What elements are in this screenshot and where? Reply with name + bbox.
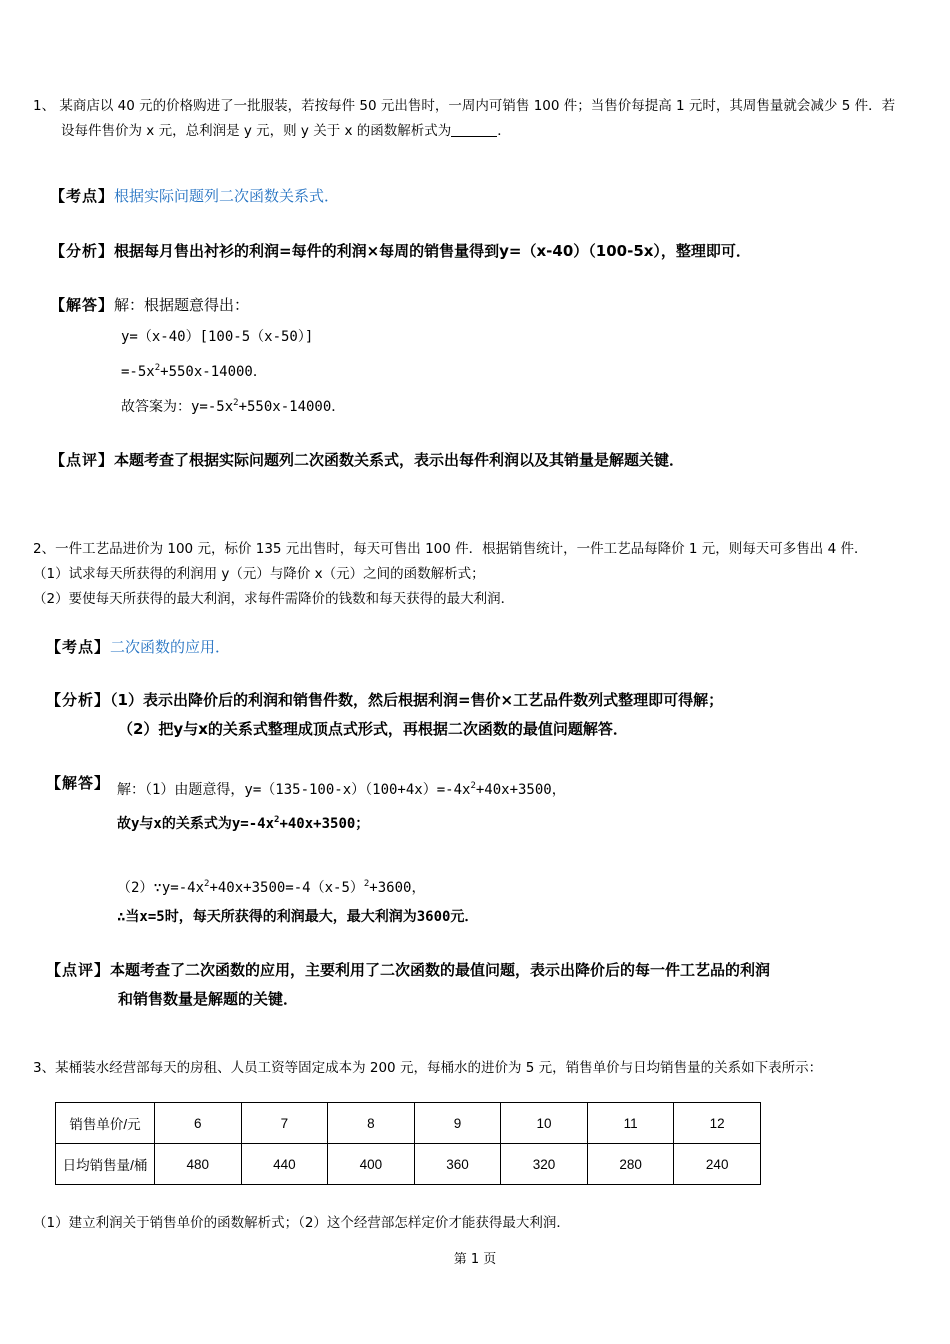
q2-kaodian [46, 636, 230, 658]
dianping-label: 【点评】 [46, 961, 111, 979]
table-cell: 240 [674, 1144, 761, 1185]
q2-sol1-sup: 2 [470, 781, 476, 791]
q2-sol1 [117, 779, 566, 799]
q1-eq2-sup: 2 [154, 363, 161, 373]
table-cell: 7 [241, 1103, 328, 1144]
table-cell: 10 [501, 1103, 588, 1144]
q2-fenxi-2: （2）把y与x的关系式整理成顶点式形式，再根据二次函数的最值问题解答． [118, 720, 628, 738]
dianping-text-1: 本题考查了二次函数的应用，主要利用了二次函数的最值问题，表示出降价后的每一件工艺品的利润 [110, 961, 771, 979]
q1-eq3-sup: 2 [233, 398, 239, 408]
q1-eq3-a: 故答案为：y=-5x [121, 399, 234, 415]
q2-sol2 [117, 813, 369, 833]
q2-sol3-sup: 2 [204, 879, 210, 889]
q2-line2: （1）试求每天所获得的利润用 y（元）与降价 x（元）之间的函数解析式； [33, 566, 485, 582]
table-row [56, 1144, 761, 1185]
table-row-header: 销售单价/元 [56, 1103, 155, 1144]
jieda-label: 【解答】 [50, 296, 115, 314]
q2-dianping [46, 959, 770, 981]
q2-line3: （2）要使每天所获得的最大利润，求每件需降价的钱数和每天获得的最大利润． [33, 591, 515, 607]
q2-sol1-b: +40x+3500， [475, 782, 566, 798]
dianping-label: 【点评】 [50, 451, 115, 469]
kaodian-label: 【考点】 [46, 638, 111, 656]
q2-sol3 [117, 877, 425, 897]
q2-sol2-a: 故y与x的关系式为y=-4x [117, 816, 275, 832]
q1-line2-text: 设每件售价为 x 元，总利润是 y 元，则 y 关于 x 的函数解析式为 [61, 123, 452, 139]
q1-line2 [61, 120, 511, 142]
fenxi-text: 根据每月售出衬衫的利润=每件的利润×每周的销售量得到y=（x-40）（100-5x），整理即可． [114, 242, 751, 260]
fenxi-text-1: （1）表示出降价后的利润和销售件数，然后根据利润=售价×工艺品件数列式整理即可得解； [110, 691, 724, 709]
q2-sol3-b: +40x+3500=-4（x-5） [209, 880, 364, 896]
q2-sol3-c: +3600， [369, 880, 426, 896]
q1-eq3 [121, 396, 345, 416]
dianping-text: 本题考查了根据实际问题列二次函数关系式，表示出每件利润以及其销量是解题关键． [114, 451, 685, 469]
kaodian-label: 【考点】 [50, 187, 115, 205]
q2-line1: 2、一件工艺品进价为 100 元，标价 135 元出售时，每天可售出 100 件．根据销售统计，一件工艺品每降价 1 元，则每天可多售出 4 件． [33, 541, 868, 557]
table-row [56, 1103, 761, 1144]
table-row-header: 日均销售量/桶 [56, 1144, 155, 1185]
q2-sol2-sup: 2 [274, 815, 280, 825]
table-cell: 400 [328, 1144, 415, 1185]
q1-eq2 [121, 361, 267, 381]
q1-eq3-b: +550x-14000． [238, 399, 346, 415]
table-cell: 280 [587, 1144, 674, 1185]
q2-sol4: ∴当x=5时，每天所获得的利润最大，最大利润为3600元． [117, 909, 479, 925]
answer-blank [451, 124, 497, 137]
table-cell: 320 [501, 1144, 588, 1185]
table-cell: 360 [414, 1144, 501, 1185]
q1-eq2-b: +550x-14000． [160, 364, 267, 380]
fenxi-label: 【分析】 [46, 691, 111, 709]
q2-sol3-sup2: 2 [363, 879, 370, 889]
q3-line2: （1）建立利润关于销售单价的函数解析式；（2）这个经营部怎样定价才能获得最大利润． [33, 1215, 570, 1231]
q1-eq1: y=（x-40）[100-5（x-50）] [121, 329, 314, 345]
q2-fenxi [46, 689, 723, 711]
kaodian-text: 根据实际问题列二次函数关系式． [114, 187, 340, 205]
table-cell: 11 [587, 1103, 674, 1144]
q2-sol3-a: （2）∵y=-4x [117, 880, 205, 896]
q3-line1: 3、某桶装水经营部每天的房租、人员工资等固定成本为 200 元，每桶水的进价为 5 元，销售单价与日均销售量的关系如下表所示： [33, 1060, 823, 1076]
q2-sol2-b: +40x+3500； [279, 816, 370, 832]
table-cell: 440 [241, 1144, 328, 1185]
table-cell: 9 [414, 1103, 501, 1144]
kaodian-text: 二次函数的应用． [110, 638, 231, 656]
q2-jieda-label: 【解答】 [46, 774, 111, 792]
table-cell: 8 [328, 1103, 415, 1144]
q1-line2-end: ． [497, 123, 511, 139]
table-cell: 12 [674, 1103, 761, 1144]
fenxi-label: 【分析】 [50, 242, 115, 260]
q1-kaodian [50, 185, 339, 207]
page-footer: 第 1 页 [453, 1252, 497, 1267]
q2-dianping-2: 和销售数量是解题的关键． [118, 990, 299, 1008]
jieda-intro: 解：根据题意得出： [114, 296, 250, 314]
table-cell: 6 [155, 1103, 242, 1144]
q1-dianping [50, 449, 684, 471]
price-sales-table [55, 1102, 761, 1185]
q1-jieda [50, 294, 249, 316]
q2-sol1-a: 解：（1）由题意得，y=（135-100-x）（100+4x）=-4x [117, 782, 471, 798]
q1-line1: 1、 某商店以 40 元的价格购进了一批服装，若按每件 50 元出售时，一周内可销售 100 件；当售价每提高 1 元时，其周售量就会减少 5 件．若 [33, 98, 896, 114]
q1-fenxi [50, 240, 751, 262]
table-cell: 480 [155, 1144, 242, 1185]
q1-eq2-a: =-5x [121, 364, 155, 380]
